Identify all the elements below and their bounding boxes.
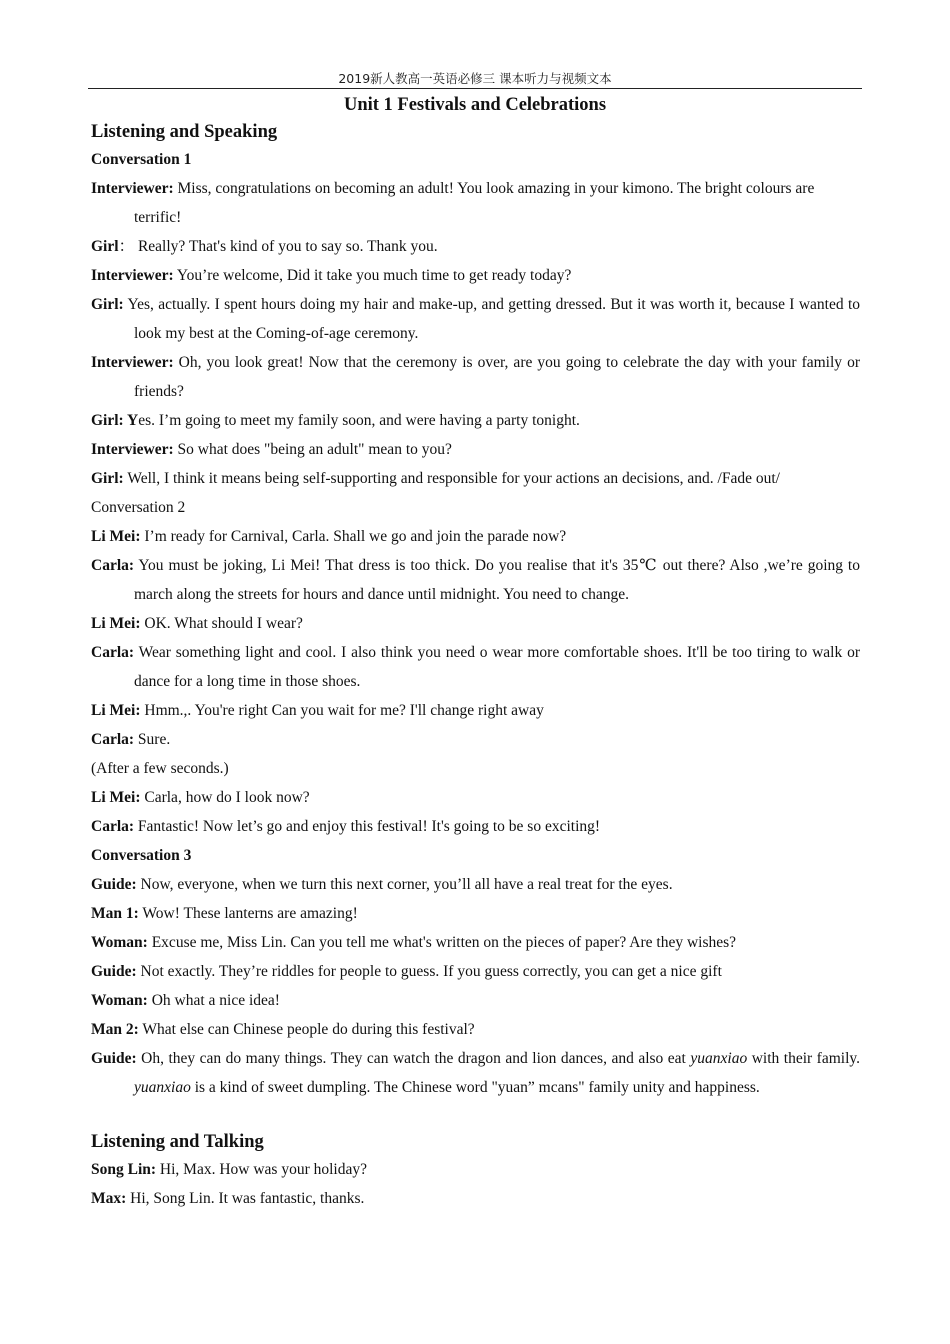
dialogue-line: [91, 1184, 860, 1213]
dialogue-line: [91, 957, 860, 986]
dialogue-text: Fantastic! Now let’s go and enjoy this festival! It's going to be so exciting!: [134, 818, 601, 835]
speaker-label: Interviewer:: [91, 180, 174, 197]
dialogue-line: [91, 928, 860, 957]
page-header: 2019新人教高一英语必修三 课本听力与视频文本: [338, 71, 612, 86]
dialogue-text: Wear something light and cool. I also think you need o wear more comfortable shoes. It'll be too tiring to walk or dance for a long time in those shoes.: [134, 644, 860, 690]
dialogue-text: Yes, actually. I spent hours doing my hair and make-up, and getting dressed. But it was worth it, because I wanted to look my best at the Coming-of-age ceremony.: [123, 296, 860, 342]
dialogue-line: [91, 290, 860, 348]
speaker-label: Max:: [91, 1190, 127, 1207]
dialogue-line: [91, 899, 860, 928]
dialogue-text: Sure.: [134, 731, 171, 748]
dialogue-line: [91, 1044, 860, 1102]
speaker-label: Li Mei:: [91, 528, 141, 545]
dialogue-text: Well, I think it means being self-supporting and responsible for your actions an decisions, and. /Fade out/: [123, 470, 780, 487]
dialogue-text: You must be joking, Li Mei! That dress is too thick. Do you realise that it's 35℃ out there? Also ,we’re going to march along the streets for hours and dance until midnight. You need to change.: [134, 557, 860, 603]
dialogue-text: Carla, how do I look now?: [140, 789, 310, 806]
dialogue-line: [91, 1155, 860, 1184]
dialogue-line: [91, 522, 860, 551]
speaker-label: Carla:: [91, 557, 135, 574]
stage-direction: (After a few seconds.): [91, 760, 229, 777]
dialogue-text: You’re welcome, Did it take you much time to get ready today?: [173, 267, 572, 284]
italic-term: yuanxiao: [690, 1050, 748, 1067]
section-gap: [91, 1102, 860, 1129]
dialogue-line: [91, 870, 860, 899]
header-rule: [88, 88, 862, 89]
dialogue-text: Oh, they can do many things. They can watch the dragon and lion dances, and also eat: [136, 1050, 691, 1067]
dialogue-text: I’m ready for Carnival, Carla. Shall we go and join the parade now?: [140, 528, 567, 545]
section-heading-listening-talking: Listening and Talking: [91, 1132, 264, 1152]
dialogue-text: is a kind of sweet dumpling. The Chinese word "yuan” mcans" family unity and happiness.: [190, 1079, 760, 1096]
dialogue-text: Hi, Max. How was your holiday?: [156, 1161, 367, 1178]
conversation-1-heading: Conversation 1: [91, 151, 192, 168]
dialogue-line: [91, 986, 860, 1015]
speaker-label: Girl:: [91, 296, 124, 313]
dialogue-text: OK. What should I wear?: [140, 615, 303, 632]
speaker-label: Interviewer:: [91, 267, 174, 284]
dialogue-text: Hmm.,. You're right Can you wait for me? I'll change right away: [140, 702, 544, 719]
dialogue-line: [91, 261, 860, 290]
dialogue-text: ： Really? That's kind of you to say so. Thank you.: [118, 238, 438, 255]
dialogue-text: Hi, Song Lin. It was fantastic, thanks.: [126, 1190, 365, 1207]
dialogue-text: What else can Chinese people do during this festival?: [138, 1021, 475, 1038]
speaker-label: Interviewer:: [91, 441, 174, 458]
speaker-label: Interviewer:: [91, 354, 174, 371]
speaker-label: Li Mei:: [91, 789, 141, 806]
dialogue-text: Wow! These lanterns are amazing!: [138, 905, 358, 922]
dialogue-line: [91, 609, 860, 638]
document-title: Unit 1 Festivals and Celebrations: [343, 95, 607, 115]
speaker-label: Girl:: [91, 470, 124, 487]
speaker-label: Song Lin:: [91, 1161, 157, 1178]
dialogue-line: [91, 551, 860, 609]
speaker-label: Guide:: [91, 876, 137, 893]
dialogue-line: [91, 696, 860, 725]
speaker-label: Carla:: [91, 818, 135, 835]
dialogue-line: [91, 348, 860, 406]
speaker-label: Man 1:: [91, 905, 139, 922]
speaker-label: Guide:: [91, 1050, 137, 1067]
dialogue-text: with their family.: [747, 1050, 860, 1067]
dialogue-line: [91, 638, 860, 696]
dialogue-text: Oh what a nice idea!: [147, 992, 280, 1009]
dialogue-line: [91, 174, 860, 232]
dialogue-line: [91, 725, 860, 754]
conversation-3-heading: Conversation 3: [91, 847, 192, 864]
dialogue-line: [91, 783, 860, 812]
dialogue-line: [91, 406, 860, 435]
document-body: [91, 119, 860, 1213]
dialogue-text: Not exactly. They’re riddles for people to guess. If you guess correctly, you can get a nice gift: [136, 963, 722, 980]
dialogue-text: Now, everyone, when we turn this next corner, you’ll all have a real treat for the eyes.: [136, 876, 673, 893]
speaker-label: Woman:: [91, 992, 148, 1009]
section-heading-listening-speaking: Listening and Speaking: [91, 122, 278, 142]
speaker-label: Girl: Y: [91, 412, 139, 429]
italic-term: yuanxiao: [134, 1079, 191, 1096]
dialogue-line: [91, 464, 860, 493]
conversation-2-heading: Conversation 2: [91, 499, 186, 516]
speaker-label: Guide:: [91, 963, 137, 980]
speaker-label: Li Mei:: [91, 615, 141, 632]
dialogue-text: Oh, you look great! Now that the ceremony is over, are you going to celebrate the day with your family or friends?: [134, 354, 860, 400]
speaker-label: Carla:: [91, 644, 135, 661]
speaker-label: Woman:: [91, 934, 148, 951]
speaker-label: Man 2:: [91, 1021, 139, 1038]
dialogue-text: So what does "being an adult" mean to you?: [173, 441, 452, 458]
dialogue-text: es. I’m going to meet my family soon, and were having a party tonight.: [138, 412, 580, 429]
dialogue-line: [91, 435, 860, 464]
dialogue-line: [91, 1015, 860, 1044]
dialogue-text: Excuse me, Miss Lin. Can you tell me what's written on the pieces of paper? Are they wishes?: [147, 934, 737, 951]
dialogue-line: [91, 812, 860, 841]
speaker-label: Girl: [91, 238, 119, 255]
dialogue-line: [91, 232, 860, 261]
speaker-label: Li Mei:: [91, 702, 141, 719]
dialogue-text: Miss, congratulations on becoming an adult! You look amazing in your kimono. The bright colours are terrific!: [134, 180, 815, 226]
speaker-label: Carla:: [91, 731, 135, 748]
